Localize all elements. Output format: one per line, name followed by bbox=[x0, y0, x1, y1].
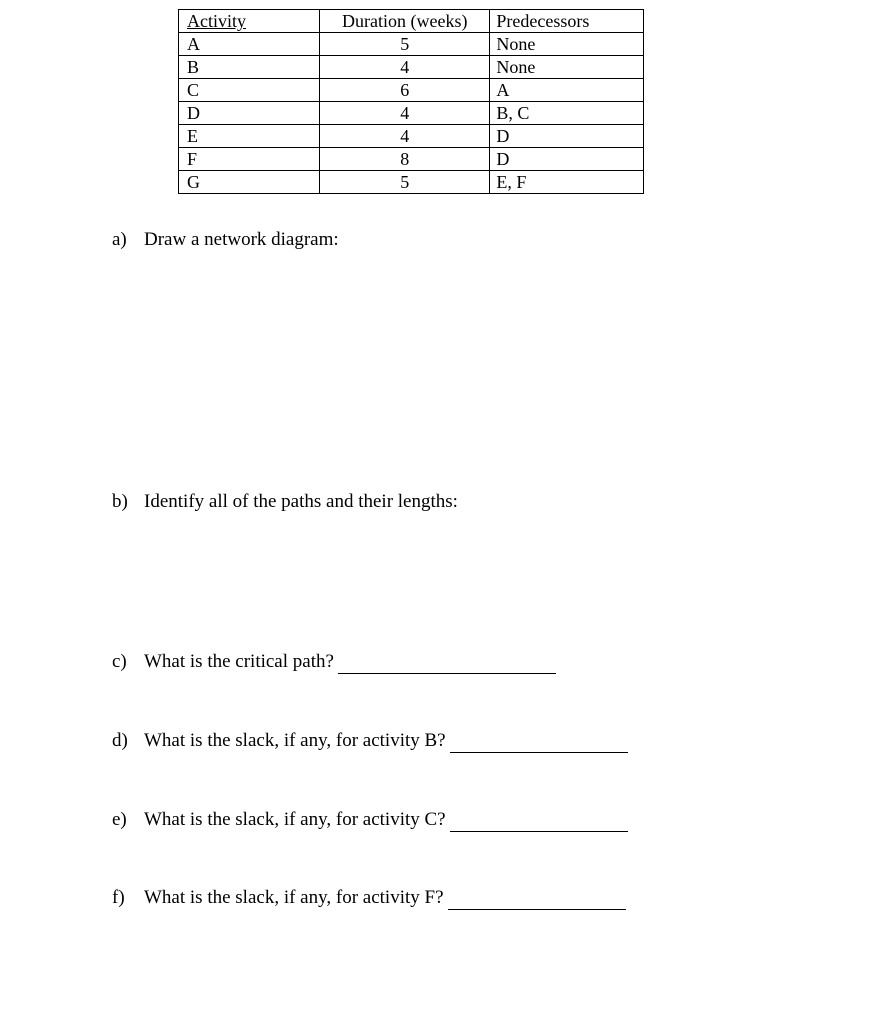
table-row bbox=[179, 79, 644, 102]
cell-duration: 5 bbox=[320, 171, 490, 194]
question-a bbox=[112, 228, 339, 252]
cell-predecessors: None bbox=[490, 56, 644, 79]
question-f-letter: f) bbox=[112, 887, 125, 908]
cell-activity: E bbox=[179, 125, 320, 148]
cell-activity: G bbox=[179, 171, 320, 194]
table-header-row bbox=[179, 10, 644, 33]
question-c-letter: c) bbox=[112, 651, 127, 672]
header-duration: Duration (weeks) bbox=[320, 10, 490, 33]
question-c-text: What is the critical path? bbox=[144, 651, 334, 672]
table-row bbox=[179, 148, 644, 171]
table-row bbox=[179, 102, 644, 125]
cell-duration: 8 bbox=[320, 148, 490, 171]
cell-predecessors: A bbox=[490, 79, 644, 102]
question-b-text: Identify all of the paths and their lengths: bbox=[144, 491, 458, 512]
cell-predecessors: E, F bbox=[490, 171, 644, 194]
question-a-text: Draw a network diagram: bbox=[144, 229, 339, 250]
cell-predecessors: D bbox=[490, 148, 644, 171]
table-row bbox=[179, 171, 644, 194]
cell-predecessors: B, C bbox=[490, 102, 644, 125]
critical-path-answer-line[interactable] bbox=[338, 655, 556, 674]
table-row bbox=[179, 56, 644, 79]
question-f-text: What is the slack, if any, for activity F? bbox=[144, 887, 444, 908]
slack-c-answer-line[interactable] bbox=[450, 813, 628, 832]
slack-b-answer-line[interactable] bbox=[450, 734, 628, 753]
cell-activity: C bbox=[179, 79, 320, 102]
question-f bbox=[112, 886, 626, 910]
question-e-text: What is the slack, if any, for activity C? bbox=[144, 809, 446, 830]
cell-duration: 5 bbox=[320, 33, 490, 56]
header-activity: Activity bbox=[179, 10, 320, 33]
cell-duration: 4 bbox=[320, 56, 490, 79]
question-e-letter: e) bbox=[112, 809, 127, 830]
cell-predecessors: D bbox=[490, 125, 644, 148]
header-predecessors: Predecessors bbox=[490, 10, 644, 33]
cell-activity: A bbox=[179, 33, 320, 56]
cell-activity: F bbox=[179, 148, 320, 171]
activity-table bbox=[178, 9, 644, 194]
question-d-letter: d) bbox=[112, 730, 128, 751]
table-row bbox=[179, 125, 644, 148]
question-c bbox=[112, 650, 556, 674]
cell-duration: 4 bbox=[320, 125, 490, 148]
question-b bbox=[112, 490, 458, 514]
question-b-letter: b) bbox=[112, 491, 128, 512]
cell-activity: D bbox=[179, 102, 320, 125]
cell-duration: 4 bbox=[320, 102, 490, 125]
cell-predecessors: None bbox=[490, 33, 644, 56]
question-e bbox=[112, 808, 628, 832]
table-row bbox=[179, 33, 644, 56]
cell-duration: 6 bbox=[320, 79, 490, 102]
question-d bbox=[112, 729, 628, 753]
question-d-text: What is the slack, if any, for activity B? bbox=[144, 730, 446, 751]
slack-f-answer-line[interactable] bbox=[448, 891, 626, 910]
cell-activity: B bbox=[179, 56, 320, 79]
question-a-letter: a) bbox=[112, 229, 127, 250]
